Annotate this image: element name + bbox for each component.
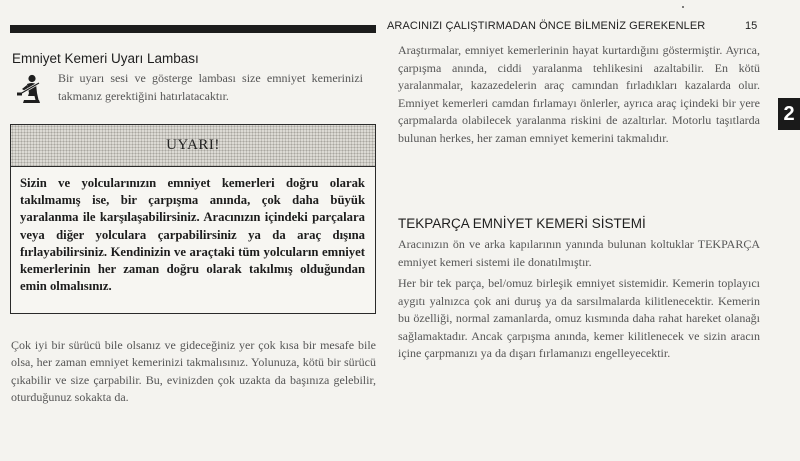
right-paragraph-1: Araştırmalar, emniyet kemerlerinin hayat kurtardığını göstermiştir. Ayrıca, çarpışma anında, ciddi yaralanma tehlikesini azaltabilir. En kötü yaralanmalar, kazazedelerin araç camından fırladıkları kazalarda olur. Emniyet kemerleri camdan fırlamayı önlerler, ayrıca araç içindeki bir yere çarpmalarda olabilecek yaralanma riskini de azaltırlar. Motorlu taşıtlarda bulunan herkes, her zaman emniyet kemerini takmalıdır. (398, 43, 760, 145)
right-paragraph-2: Aracınızın ön ve arka kapılarının yanında bulunan koltuklar TEKPARÇA emniyet kemeri sistemi ile donatılmıştır. (398, 237, 760, 269)
warning-box (10, 124, 376, 314)
page-number: 15 (745, 20, 758, 32)
chapter-tab: 2 (778, 98, 800, 130)
warning-title: UYARI! (11, 125, 375, 167)
warning-body: Sizin ve yolcularınızın emniyet kemerleri doğru olarak takılmamış ise, bir çarpışma anında, çok daha büyük yaralanma ile karşılaşabilirsiniz. Aracınızın içindeki parçalara veya diğer yolculara çarpabilirsiniz ya da araç dışına fırlayabilirsiniz. Kendinizin ve araçtaki tüm yolcuların emniyet kemerlerinin her zaman doğru olarak takılmış olduğundan emin olmalısınız. (20, 176, 365, 294)
running-title: ARACINIZI ÇALIŞTIRMADAN ÖNCE BİLMENİZ GEREKENLER (387, 20, 706, 32)
header-rule (10, 25, 376, 33)
seatbelt-lamp-heading: Emniyet Kemeri Uyarı Lambası (12, 51, 199, 66)
section-heading: TEKPARÇA EMNİYET KEMERİ SİSTEMİ (398, 216, 646, 231)
right-paragraph-3: Her bir tek parça, bel/omuz birleşik emniyet sistemidir. Kemerin toplayıcı aygıtı yalnızca çok ani duruş ya da sarsılmalarda kilitlenecektir. Kemerin bu özelliği, normal zamanlarda, omuz kısmında daha rahat hareket olanağı sağlamaktadır. Ancak çarpışma anında, kemer kilitlenecek ve sizin aracın içine çarpmanızı ya da dışarı fırlamanızı engelleyecektir. (398, 276, 760, 360)
seatbelt-icon (15, 74, 45, 106)
seatbelt-lamp-text: Bir uyarı sesi ve gösterge lambası size emniyet kemerinizi takmanız gerektiğini hatırlatacaktır. (58, 71, 363, 103)
speck (682, 6, 684, 8)
left-paragraph: Çok iyi bir sürücü bile olsanız ve gideceğiniz yer çok kısa bir mesafe bile olsa, her zaman emniyet kemerinizi takmalısınız. Yolunuza, kötü bir sürücü çıkabilir ve size çarpabilir. Bu, evinizden çok uzakta da başınıza gelebilir, oturduğunuz sokakta da. (11, 338, 376, 404)
